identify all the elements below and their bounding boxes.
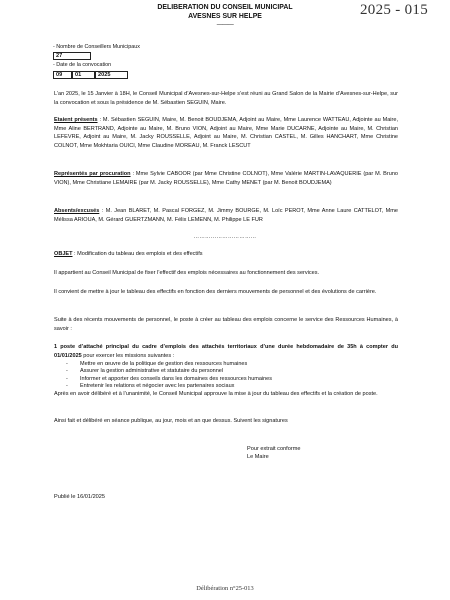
body-paragraph-3: Suite à des récents mouvements de personnel, le poste à créer au tableau des emplois concerne le service des Ressources Humaines, à savoir : xyxy=(54,317,398,332)
convocation-month-box: 01 xyxy=(72,71,95,79)
mission-item: - Mettre en œuvre de la politique de gestion des ressources humaines xyxy=(54,361,398,368)
signature-line-2: Le Maire xyxy=(247,454,269,460)
new-post-description: 1 poste d’attaché principal du cadre d’emplois des attachés territoriaux d’une durée hebdomadaire de 35h à compter du 01/01/2025 xyxy=(54,344,398,359)
body-paragraph-6: Ainsi fait et délibéré en séance publique, au jour, mois et an que dessus. Suivent les signatures xyxy=(54,418,288,424)
missions-intro: pour exercer les missions suivantes : xyxy=(81,352,175,359)
body-paragraph-5: Après en avoir délibéré et à l’unanimité, le Conseil Municipal approuve la mise à jour du tableau des effectifs et la création de poste. xyxy=(54,391,378,397)
intro-paragraph: L’an 2025, le 15 Janvier à 18H, le Conseil Municipal d’Avesnes-sur-Helpe s’est réuni au Grand Salon de la Mairie d’Avesnes-sur-Helpe, sur la convocation et sous la présidence de M. Sébastien SEGUIN, Maire. xyxy=(54,91,398,106)
absent-paragraph xyxy=(54,207,398,224)
convocation-day-box: 09 xyxy=(53,71,72,79)
mission-item: - Entretenir les relations et négocier avec les partenaires sociaux xyxy=(54,383,398,390)
mission-item: - Informer et apporter des conseils dans les domaines des ressources humaines xyxy=(54,376,398,383)
body-paragraph-2: Il convient de mettre à jour le tableau des effectifs en fonction des derniers mouvements de personnel et des évolutions de carrière. xyxy=(54,289,377,295)
absent-label: Absents/excusés xyxy=(54,208,100,214)
body-paragraph-4 xyxy=(54,343,398,360)
municipality-name: AVESNES SUR HELPE xyxy=(188,13,262,20)
members-count-box: 27 xyxy=(53,52,91,60)
object-label: OBJET xyxy=(54,251,73,257)
object-line xyxy=(54,250,398,259)
signature-block xyxy=(247,445,300,461)
body-paragraph-1: Il appartient au Conseil Municipal de fixer l’effectif des emplois nécessaires au fonctionnement des services. xyxy=(54,270,320,276)
title-separator: ——— xyxy=(216,22,234,28)
proxies-label: Représentés par procuration xyxy=(54,171,131,177)
present-paragraph xyxy=(54,116,398,150)
present-list: : M. Sébastien SEGUIN, Maire, M. Benoit BOUDJEMA, Adjoint au Maire, Mme Laurence WATTEAU, Adjointe au Maire, Mme Aline BERTRAND, Adjointe au Maire, M. Bruno VION, Adjoint au Maire, Mme Marie DUCARNE, Adjointe au Maire, M. Christian LEFEVRE, Adjoint au Maire, M. Jacky ROUSSELLE, Adjoint au Maire, M. Christian CASTEL, M. Gilles HANCHART, Mme Christine COLNOT, Mme Mokhtaria OUICI, Mme Claudine MOREAU, M. Franck LESCUT xyxy=(54,117,398,149)
present-label: Etaient présents xyxy=(54,117,98,123)
mission-item: - Assurer la gestion administrative et statutaire du personnel xyxy=(54,368,398,375)
missions-list xyxy=(54,361,398,391)
absent-list: : M. Jean BLARET, M. Pascal FORGEZ, M. Jimmy BOURGE, M. Loïc PEROT, Mme Anne Laure CATTELOT, Mme Mélissa ARIOUA, M. Gérard GUERTZMANN, M. Félix LEMENN, M. Philippe LE FUR xyxy=(54,208,398,223)
deliberation-title: DELIBERATION DU CONSEIL MUNICIPAL xyxy=(157,4,293,11)
proxies-paragraph xyxy=(54,170,398,187)
convocation-year-box: 2025 xyxy=(95,71,128,79)
members-count-label: - Nombre de Conseillers Municipaux xyxy=(53,44,140,50)
convocation-date-label: - Date de la convocation xyxy=(53,62,112,68)
signature-line-1: Pour extrait conforme xyxy=(247,446,301,452)
deliberation-reference: 2025 - 015 xyxy=(360,2,428,18)
object-text: : Modification du tableau des emplois et des effectifs xyxy=(72,251,203,257)
dotted-separator: …………………………… xyxy=(193,234,257,240)
page-footer: Délibération n°25-013 xyxy=(196,585,254,592)
proxies-list: : Mme Sylvie CABOOR (par Mme Christine COLNOT), Mme Valérie MARTIN-LAVAQUERIE (par M. Bruno VION), Mme Christiane LEMAIRE (par M. Jacky ROUSSELLE), Mme Cathy MENET (par M. Benoit BOUDJEMA) xyxy=(54,171,398,186)
published-date: Publié le 16/01/2025 xyxy=(54,494,106,500)
